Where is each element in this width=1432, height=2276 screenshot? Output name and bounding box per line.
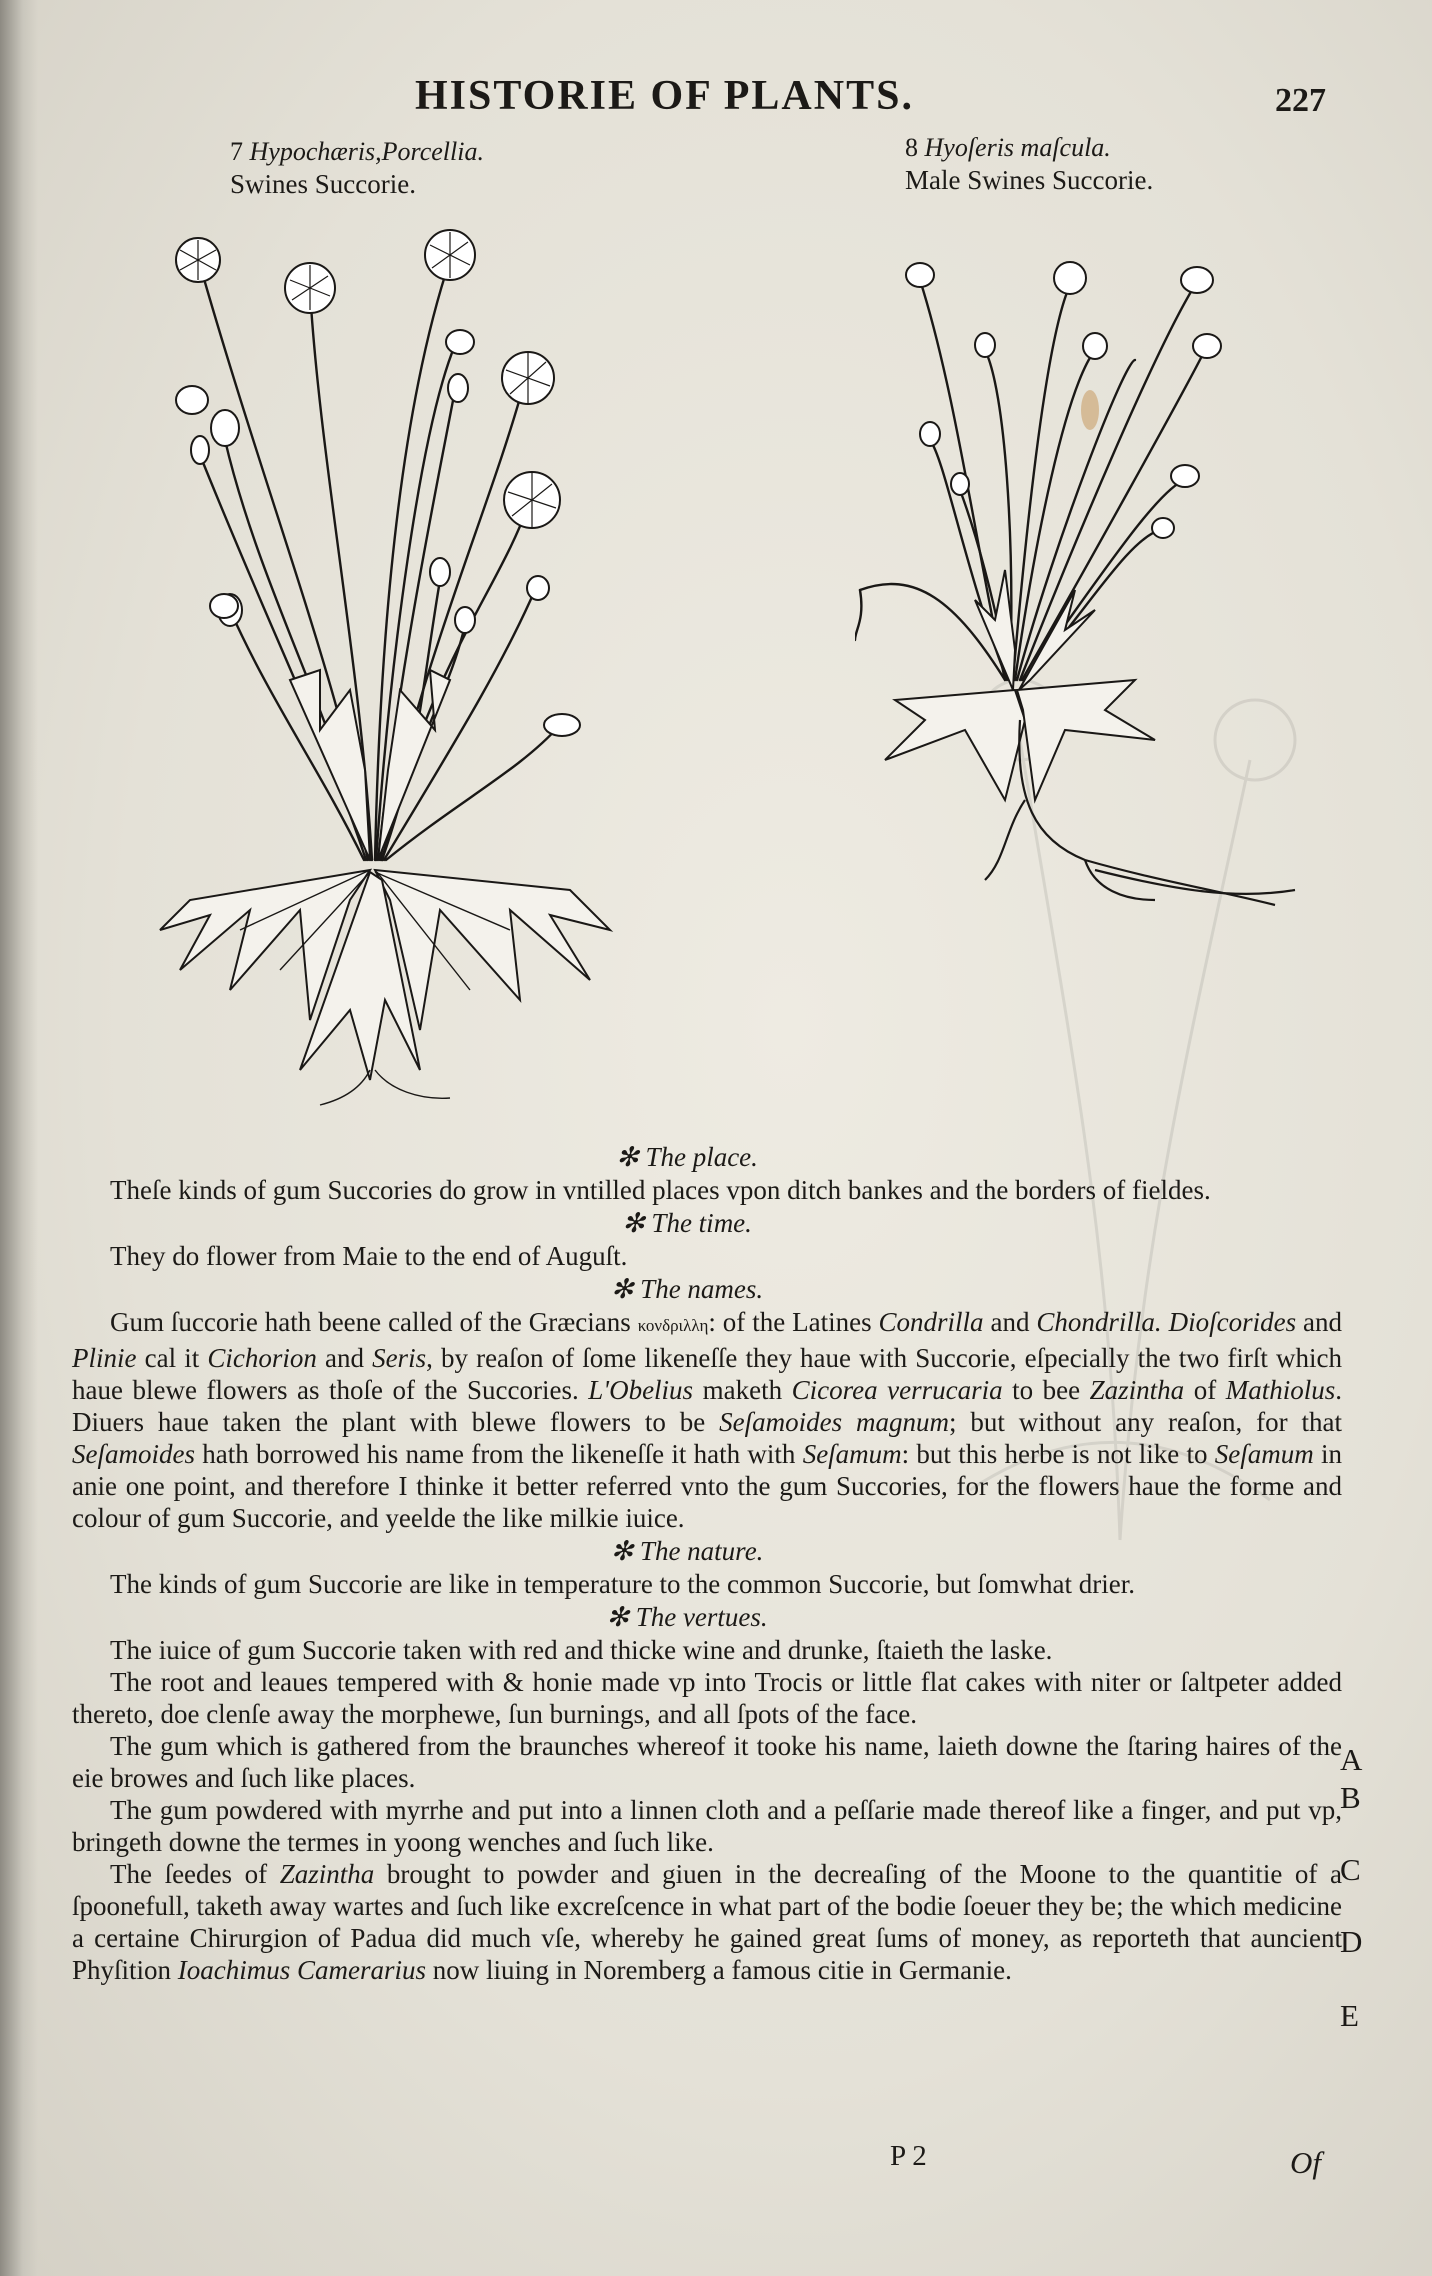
text-run: in anie one point, and therefore I thinke it better referred vnto the gum Succories, for the flowers haue the forme and colour of gum Succorie, and yeelde the like milkie iuice. <box>72 1439 1342 1533</box>
heading-nature: ✻ The nature. <box>610 1536 764 1566</box>
figure-7-number: 7 <box>230 137 243 166</box>
vertue-d: The gum powdered with myrrhe and put into a linnen cloth and a peſſarie made thereof like a finger, and put vp, bringeth downe the termes in yoong wenches and ſuch like. <box>72 1795 1342 1857</box>
italic-term: Seſamoides magnum <box>719 1407 950 1437</box>
catchword: Of <box>1290 2145 1321 2180</box>
text-run: and <box>983 1307 1037 1337</box>
figure-8-english-name: Male Swines Succorie. <box>905 165 1154 195</box>
italic-term: L'Obelius <box>588 1375 694 1405</box>
italic-term: Condrilla <box>878 1307 984 1337</box>
italic-term: Seſamum <box>802 1439 902 1469</box>
swines-succorie-woodcut <box>120 210 680 1110</box>
vertue-c: The gum which is gathered from the braunches whereof it tooke his name, laieth downe the ſtaring haires of the eie browes and ſuch like places. <box>72 1731 1342 1793</box>
italic-term: Plinie <box>72 1343 137 1373</box>
heading-place: ✻ The place. <box>616 1142 758 1172</box>
margin-letter-b: B <box>1340 1780 1361 1815</box>
text-run: of <box>1184 1375 1226 1405</box>
italic-term: Seſamum <box>1214 1439 1314 1469</box>
text-run: maketh <box>693 1375 792 1405</box>
italic-term: Seſamoides <box>72 1439 195 1469</box>
text-run: , by reaſon of ſome likeneſſe they haue with Succorie, eſpecially the two firſt which haue blewe flowers as thoſe of the Succories. <box>72 1343 1342 1405</box>
figure-7-latin-name: Hypochæris,Porcellia. <box>249 137 484 166</box>
greek-word: κονδριλλη <box>637 1316 709 1335</box>
page-number: 227 <box>1275 82 1326 119</box>
text-run: and <box>1296 1307 1343 1337</box>
nature-paragraph: The kinds of gum Succorie are like in temperature to the common Succorie, but ſomwhat drier. <box>110 1569 1135 1599</box>
figure-7-caption <box>230 136 484 200</box>
page-gutter-shadow <box>0 0 38 2276</box>
vertue-b: The root and leaues tempered with & honie made vp into Trocis or little flat cakes with niter or ſaltpeter added thereto, doe clenſe away the morphewe, ſun burnings, and all ſpots of the face. <box>72 1667 1342 1729</box>
italic-term: Cichorion <box>207 1343 317 1373</box>
names-paragraph <box>72 1306 1342 1534</box>
margin-letter-a: A <box>1340 1742 1363 1777</box>
italic-term: Seris <box>372 1343 427 1373</box>
italic-term: Ioachimus Camerarius <box>177 1955 427 1985</box>
text-run: hath borrowed his name from the likeneſſe it hath with <box>194 1439 803 1469</box>
place-paragraph: Theſe kinds of gum Succories do grow in vntilled places vpon ditch bankes and the borders of fieldes. <box>110 1175 1211 1205</box>
running-head: HISTORIE OF PLANTS. <box>415 73 914 119</box>
italic-term: Zazintha <box>279 1859 375 1889</box>
italic-term: Zazintha <box>1089 1375 1185 1405</box>
figure-8-number: 8 <box>905 133 918 162</box>
signature-mark: P 2 <box>890 2140 927 2172</box>
time-paragraph: They do flower from Maie to the end of Auguſt. <box>110 1241 628 1271</box>
text-run: Gum ſuccorie hath beene called of the Græcians <box>110 1307 638 1337</box>
text-run: : of the Latines <box>708 1307 879 1337</box>
text-run: brought to powder and giuen in the decreaſing of the Moone to the quantitie of a ſpoonefull, taketh away wartes and ſuch like excreſcence in what part of the bodie ſoeuer they be; the which medicine a certaine Chirurgion of Padua did much vſe, whereby he gained great ſums of money, as reporteth that auncient Phyſition <box>72 1859 1342 1985</box>
margin-letter-c: C <box>1340 1852 1361 1887</box>
text-run: cal it <box>136 1343 208 1373</box>
text-run: ; but without any reaſon, for that <box>949 1407 1342 1437</box>
italic-term: Cicorea verrucaria <box>791 1375 1003 1405</box>
heading-names: ✻ The names. <box>610 1274 764 1304</box>
margin-letter-e: E <box>1340 1998 1359 2033</box>
vertue-a: The iuice of gum Succorie taken with red and thicke wine and drunke, ſtaieth the laske. <box>110 1635 1053 1665</box>
figure-8-latin-name: Hyoſeris maſcula. <box>924 133 1111 162</box>
figure-8-caption <box>905 132 1153 196</box>
text-run: The ſeedes of <box>110 1859 280 1889</box>
heading-vertues: ✻ The vertues. <box>606 1602 768 1632</box>
body-text <box>72 1140 1342 1986</box>
text-run: . Diuers haue taken the plant with blewe flowers to be <box>72 1375 1342 1437</box>
text-run: : but this herbe is not like to <box>901 1439 1215 1469</box>
heading-time: ✻ The time. <box>622 1208 752 1238</box>
stain-mark <box>1081 390 1099 430</box>
vertue-e <box>72 1858 1342 1986</box>
text-run: now liuing in Noremberg a famous citie in Germanie. <box>426 1955 1012 1985</box>
italic-term: Mathiolus <box>1225 1375 1336 1405</box>
text-run: and <box>316 1343 373 1373</box>
italic-term: Dioſcorides <box>1168 1307 1297 1337</box>
male-swines-succorie-woodcut <box>855 240 1315 940</box>
figure-7-english-name: Swines Succorie. <box>230 169 416 199</box>
margin-letter-d: D <box>1340 1924 1363 1959</box>
italic-term: Chondrilla. <box>1036 1307 1162 1337</box>
text-run: to bee <box>1002 1375 1090 1405</box>
